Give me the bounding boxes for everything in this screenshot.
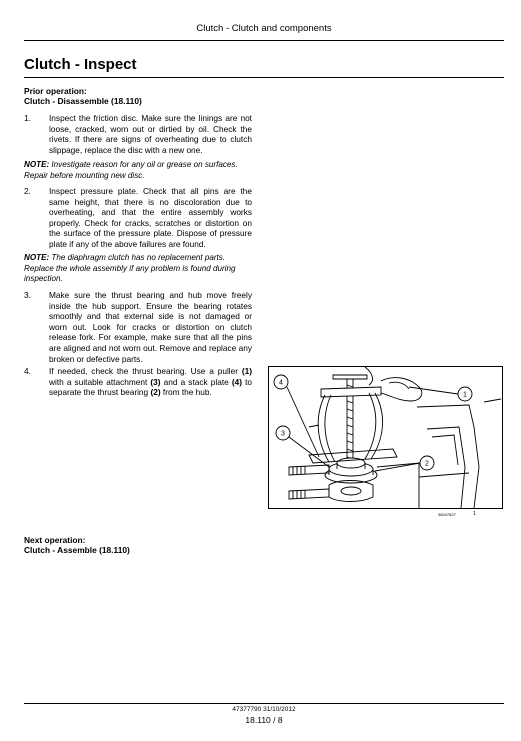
next-operation-link[interactable]: Clutch - Assemble (18.110): [24, 545, 130, 555]
callout-4: 4: [279, 379, 283, 387]
step-number: 2.: [24, 186, 31, 196]
callout-3: 3: [281, 430, 285, 438]
puller-drawing: [269, 367, 502, 508]
callout-1: 1: [463, 391, 467, 399]
step-number: 4.: [24, 366, 31, 376]
footer-document-id: 47377790 31/10/2012: [232, 706, 296, 713]
note-2: [24, 253, 254, 285]
page-header: [24, 19, 504, 41]
page-title: Clutch - Inspect: [24, 56, 137, 73]
title-divider: [24, 77, 504, 78]
step-4: [24, 366, 252, 398]
figure-code: 36047627: [438, 512, 456, 517]
footer-page-number: 18.110 / 8: [245, 715, 283, 725]
note-1: [24, 160, 254, 181]
callout-2: 2: [425, 460, 429, 468]
step-1: [24, 113, 252, 155]
note-label: NOTE:: [24, 160, 50, 169]
prior-operation-label: Prior operation:: [24, 86, 87, 96]
note-label: NOTE:: [24, 253, 50, 262]
note-text: The diaphragm clutch has no replacement parts. Replace the whole assembly if any problem is found during inspection.: [24, 253, 236, 284]
step-text: If needed, check the thrust bearing. Use a puller (1) with a suitable attachment (3) and a stack plate (4) to separate the thrust bearing (2) from the hub.: [49, 366, 252, 398]
puller-illustration: [268, 366, 503, 509]
next-operation-label: Next operation:: [24, 535, 86, 545]
step-2: [24, 186, 252, 250]
step-text: Make sure the thrust bearing and hub move freely inside the hub support. Ensure the bearing rotates smoothly and that external side is not damaged or worn out. Look for cracks or distortion on clutch release fork. For example, make sure that all the pins are aligned and not worn out. Remove and replace any broken or defective parts.: [49, 290, 252, 364]
note-text: Investigate reason for any oil or grease on surfaces. Repair before mounting new disc.: [24, 160, 238, 180]
step-number: 3.: [24, 290, 31, 300]
prior-operation-link[interactable]: Clutch - Disassemble (18.110): [24, 96, 142, 106]
step-3: [24, 290, 252, 364]
step-number: 1.: [24, 113, 31, 123]
header-title: Clutch - Clutch and components: [196, 23, 332, 34]
step-text: Inspect the friction disc. Make sure the linings are not loose, cracked, worn out or dirtied by oil. Check the rivets. If there are signs of overheating due to clutch slippage, replace the disc with a new one.: [49, 113, 252, 155]
step-text: Inspect pressure plate. Check that all pins are the same height, that there is no discoloration due to overheating, and that the entire assembly works properly. Check for cracks, scratches or distortion on the surface of the pressure plate. Dispose of pressure plate if any of the above failures are found.: [49, 186, 252, 249]
footer-divider: [24, 703, 504, 704]
figure-number: 1: [473, 511, 476, 517]
